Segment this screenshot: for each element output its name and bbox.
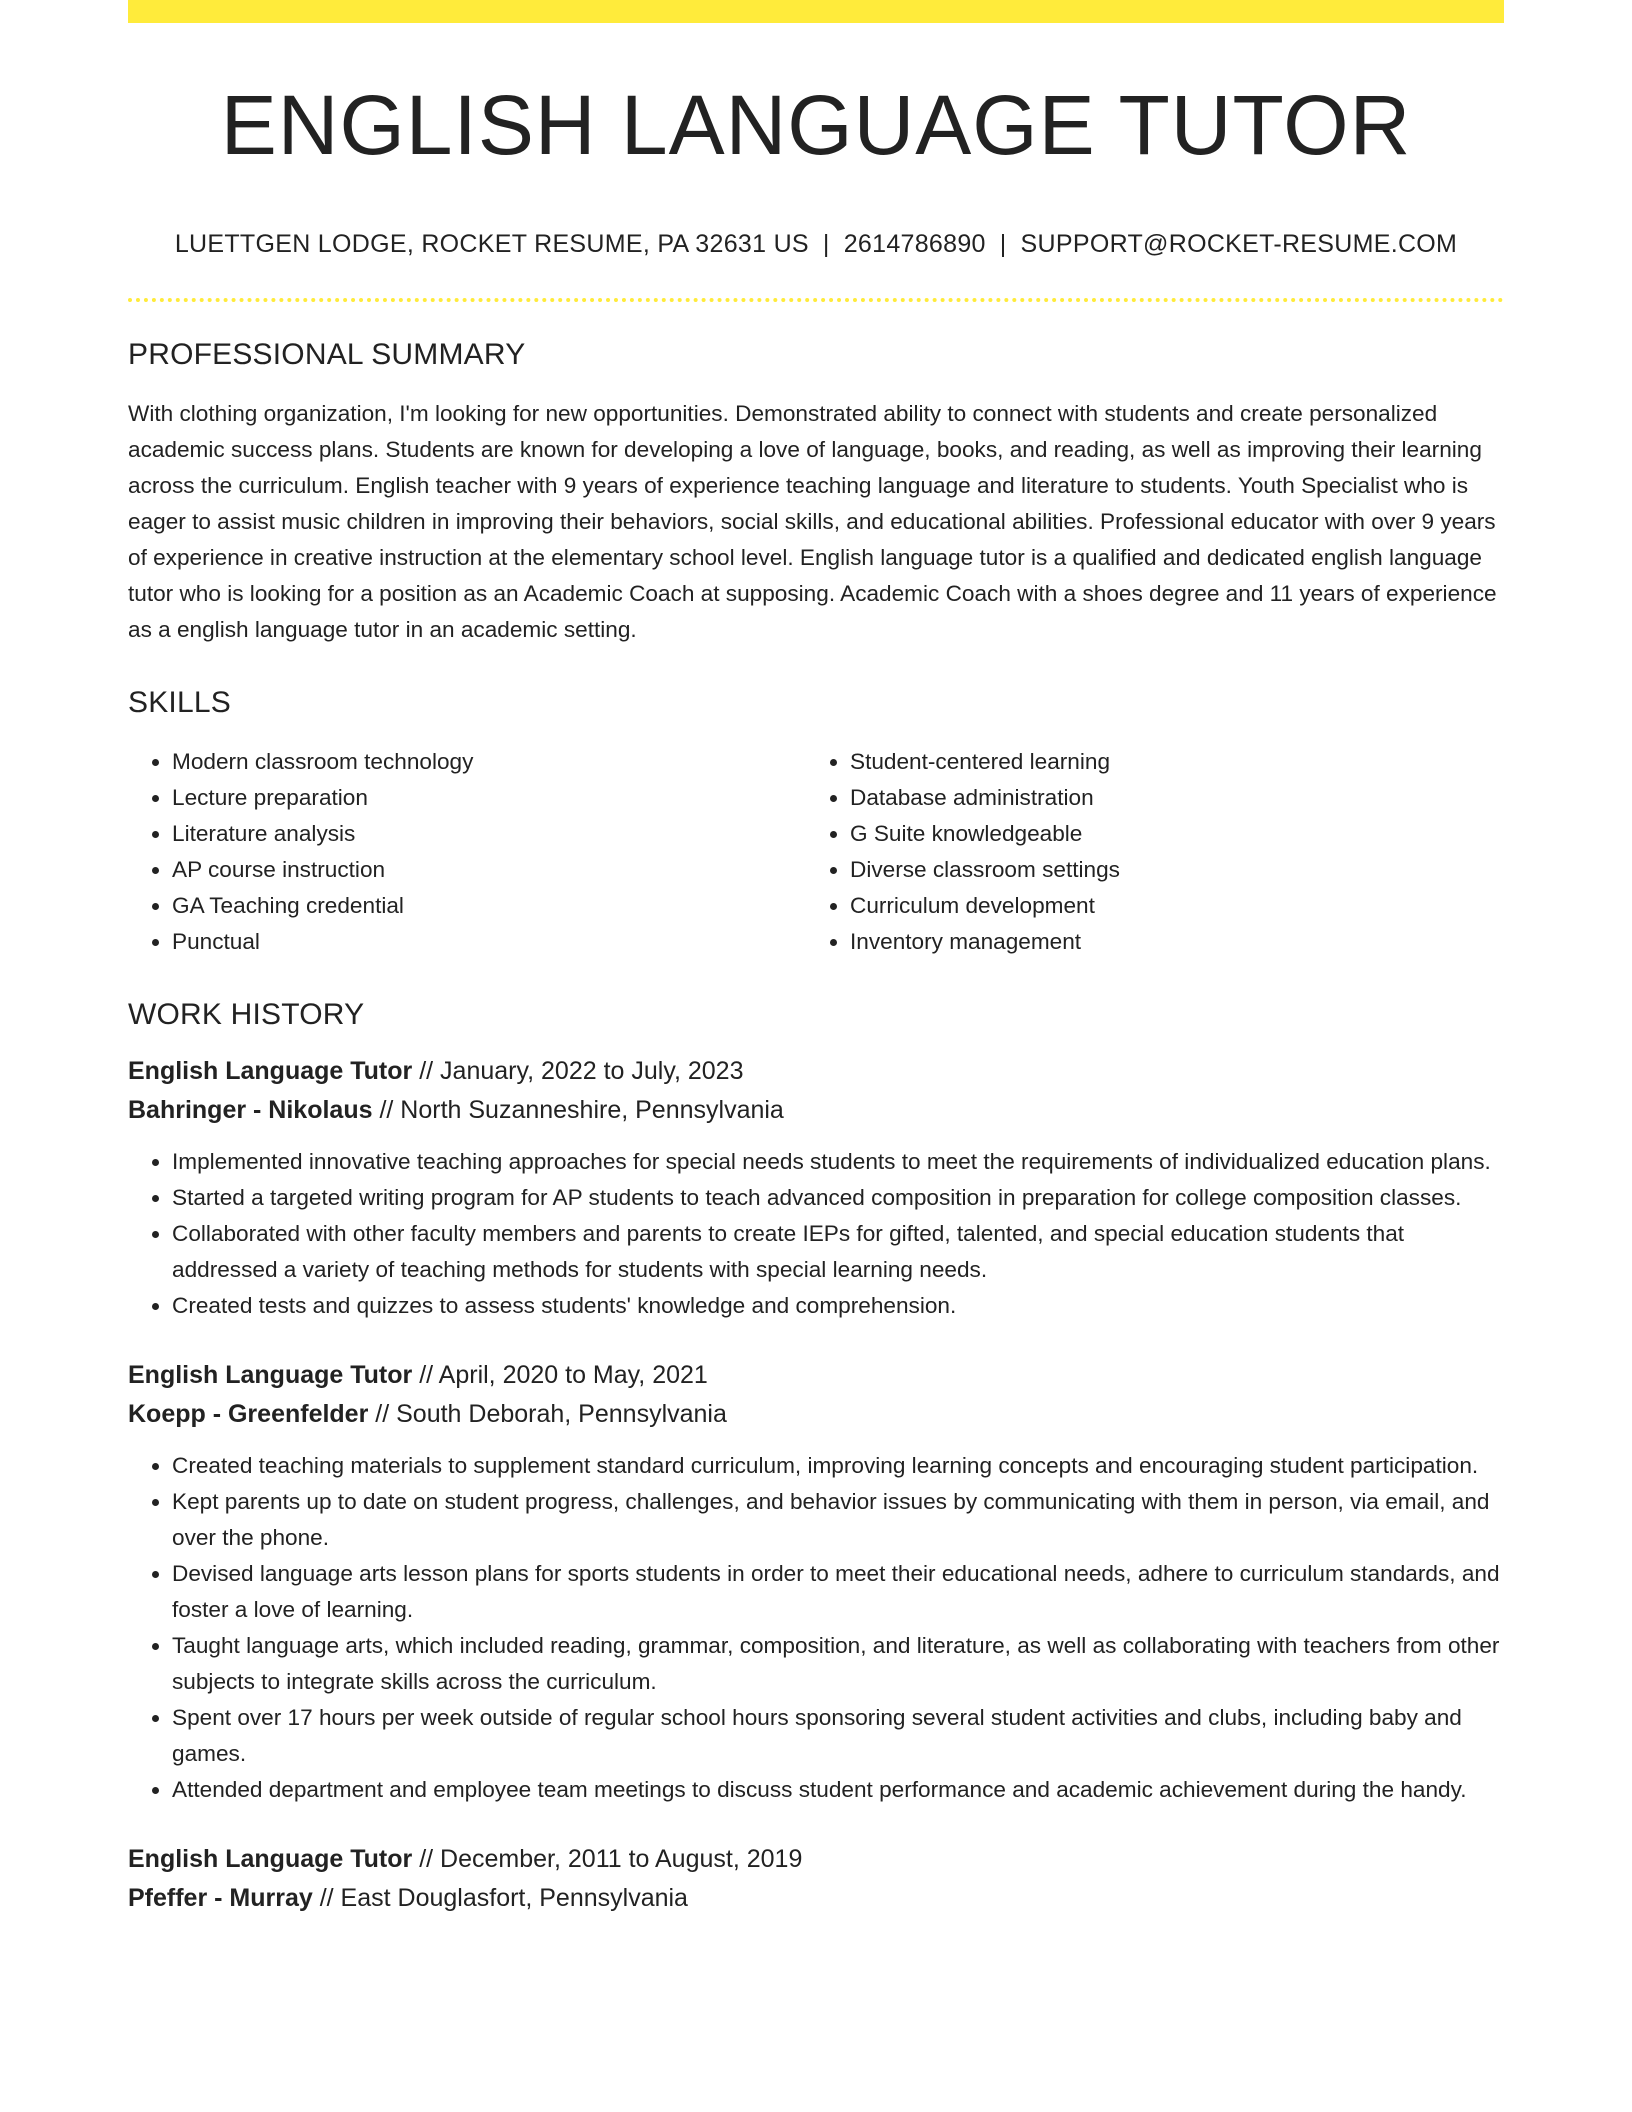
- contact-separator: |: [999, 230, 1007, 258]
- job-bullets: [128, 1144, 1504, 1324]
- skills-list-left: [128, 744, 806, 960]
- job-dates: // December, 2011 to August, 2019: [412, 1845, 803, 1873]
- job-role-line: [128, 1356, 1504, 1395]
- job-entry: [128, 1356, 1504, 1808]
- job-role-line: [128, 1840, 1504, 1879]
- job-bullet: • Attended department and employee team meetings to discuss student performance and academic achievement during the handy.: [172, 1772, 1504, 1808]
- job-company: Pfeffer - Murray: [128, 1884, 313, 1912]
- resume-title: ENGLISH LANGUAGE TUTOR: [220, 78, 1412, 172]
- job-role: English Language Tutor: [128, 1361, 413, 1389]
- job-dates: // January, 2022 to July, 2023: [412, 1057, 744, 1085]
- work-history-heading: WORK HISTORY: [128, 998, 365, 1031]
- summary-text: With clothing organization, I'm looking for new opportunities. Demonstrated ability to connect with students and create personalized academic success plans. Students are known for developing a love of language, books, and reading, as well as improving their learning across the curriculum. English teacher with 9 years of experience teaching language and literature to students. Youth Specialist who is eager to assist music children in improving their behaviors, social skills, and educational abilities. Professional educator with over 9 years of experience in creative instruction at the elementary school level. English language tutor is a qualified and dedicated english language tutor who is looking for a position as an Academic Coach at supposing. Academic Coach with a shoes degree and 11 years of experience as a english language tutor in an academic setting.: [128, 401, 1497, 642]
- job-bullet: • Started a targeted writing program for AP students to teach advanced composition in preparation for college composition classes.: [172, 1180, 1504, 1216]
- job-role: English Language Tutor: [128, 1057, 413, 1085]
- job-company-line: [128, 1091, 1504, 1130]
- job-bullet: • Taught language arts, which included reading, grammar, composition, and literature, as well as collaborating with teachers from other subjects to integrate skills across the curriculum.: [172, 1628, 1504, 1700]
- skills-list-right: [806, 744, 1484, 960]
- job-bullet: • Devised language arts lesson plans for sports students in order to meet their educational needs, adhere to curriculum standards, and foster a love of learning.: [172, 1556, 1504, 1628]
- job-entry: [128, 1840, 1504, 1918]
- skill-item: • AP course instruction: [172, 852, 806, 888]
- job-bullet: • Kept parents up to date on student progress, challenges, and behavior issues by communicating with them in person, via email, and over the phone.: [172, 1484, 1504, 1556]
- skill-item: • Literature analysis: [172, 816, 806, 852]
- job-bullet: • Created tests and quizzes to assess students' knowledge and comprehension.: [172, 1288, 1504, 1324]
- job-bullet: • Created teaching materials to supplement standard curriculum, improving learning concepts and encouraging student participation.: [172, 1448, 1504, 1484]
- contact-phone: 2614786890: [843, 230, 986, 258]
- job-dates: // April, 2020 to May, 2021: [412, 1361, 708, 1389]
- job-company: Bahringer - Nikolaus: [128, 1096, 373, 1124]
- skill-item: • Lecture preparation: [172, 780, 806, 816]
- job-location: // South Deborah, Pennsylvania: [368, 1400, 727, 1428]
- skills-grid: [128, 744, 1504, 960]
- skill-item: • Database administration: [850, 780, 1484, 816]
- job-role: English Language Tutor: [128, 1845, 413, 1873]
- job-location: // North Suzanneshire, Pennsylvania: [372, 1096, 784, 1124]
- skill-item: • GA Teaching credential: [172, 888, 806, 924]
- contact-email[interactable]: SUPPORT@ROCKET-RESUME.COM: [1020, 230, 1458, 258]
- contact-address: LUETTGEN LODGE, ROCKET RESUME, PA 32631 US: [174, 230, 809, 258]
- job-bullet: • Implemented innovative teaching approaches for special needs students to meet the requirements of individualized education plans.: [172, 1144, 1504, 1180]
- resume-page: [128, 0, 1504, 1918]
- job-location: // East Douglasfort, Pennsylvania: [312, 1884, 688, 1912]
- job-bullet: • Collaborated with other faculty members and parents to create IEPs for gifted, talented, and special education students that addressed a variety of teaching methods for students with special learning needs.: [172, 1216, 1504, 1288]
- skills-heading: SKILLS: [128, 686, 231, 719]
- skill-item: • G Suite knowledgeable: [850, 816, 1484, 852]
- job-company: Koepp - Greenfelder: [128, 1400, 369, 1428]
- top-accent-bar: [128, 0, 1504, 23]
- skill-item: • Curriculum development: [850, 888, 1484, 924]
- skill-item: • Student-centered learning: [850, 744, 1484, 780]
- skill-item: • Modern classroom technology: [172, 744, 806, 780]
- skill-item: • Inventory management: [850, 924, 1484, 960]
- summary-heading: PROFESSIONAL SUMMARY: [128, 338, 526, 371]
- job-bullets: [128, 1448, 1504, 1808]
- contact-separator: |: [822, 230, 830, 258]
- skill-item: • Punctual: [172, 924, 806, 960]
- contact-line: [128, 230, 1504, 259]
- dotted-divider: [128, 298, 1504, 302]
- job-company-line: [128, 1879, 1504, 1918]
- job-bullet: • Spent over 17 hours per week outside of regular school hours sponsoring several student activities and clubs, including baby and games.: [172, 1700, 1504, 1772]
- job-role-line: [128, 1052, 1504, 1091]
- job-company-line: [128, 1395, 1504, 1434]
- skill-item: • Diverse classroom settings: [850, 852, 1484, 888]
- job-entry: [128, 1052, 1504, 1324]
